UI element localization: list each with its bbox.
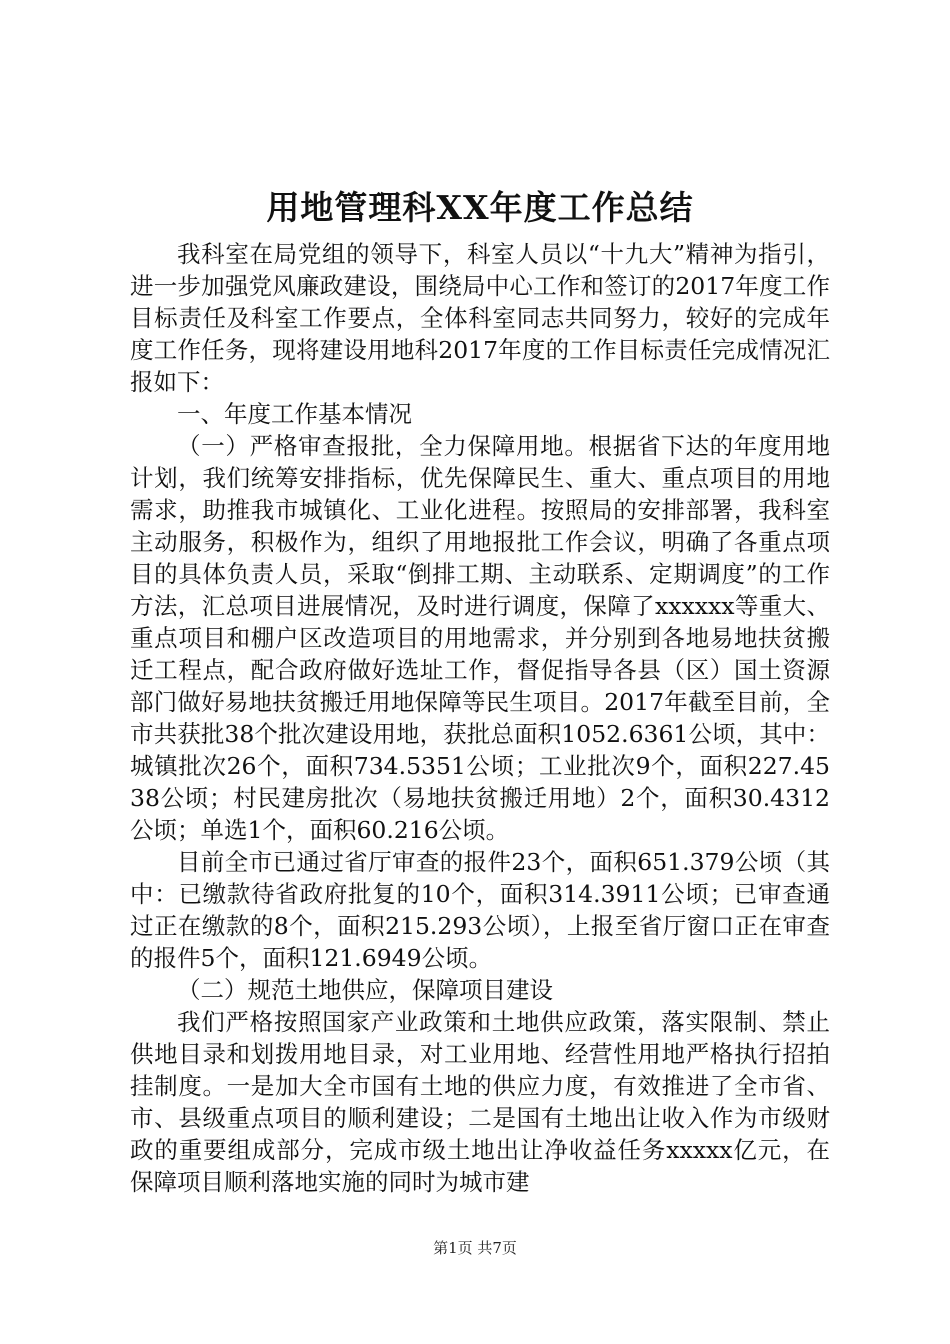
document-page bbox=[130, 180, 830, 1198]
document-title: 用地管理科XX年度工作总结 bbox=[266, 188, 694, 227]
intro-paragraph: 我科室在局党组的领导下，科室人员以“十九大”精神为指引，进一步加强党风廉政建设，围绕局中心工作和签订的2017年度工作目标责任及科室工作要点，全体科室同志共同努力，较好的完成年度工作任务，现将建设用地科2017年度的工作目标责任完成情况汇报如下： bbox=[130, 240, 830, 396]
subsection-1-paragraph-2: 目前全市已通过省厅审查的报件23个，面积651.379公顷（其中：已缴款待省政府批复的10个，面积314.3911公顷；已审查通过正在缴款的8个，面积215.293公顷），上报至省厅窗口正在审查的报件5个，面积121.6949公顷。 bbox=[130, 848, 830, 972]
subsection-2-paragraph: 我们严格按照国家产业政策和土地供应政策，落实限制、禁止供地目录和划拨用地目录，对工业用地、经营性用地严格执行招拍挂制度。一是加大全市国有土地的供应力度，有效推进了全市省、市、县级重点项目的顺利建设；二是国有土地出让收入作为市级财政的重要组成部分，完成市级土地出让净收益任务xxxxx亿元，在保障项目顺利落地实施的同时为城市建 bbox=[130, 1008, 830, 1196]
section-heading-1: 一、年度工作基本情况 bbox=[177, 400, 412, 428]
subsection-1-paragraph: （一）严格审查报批，全力保障用地。根据省下达的年度用地计划，我们统筹安排指标，优先保障民生、重大、重点项目的用地需求，助推我市城镇化、工业化进程。按照局的安排部署，我科室主动服务，积极作为，组织了用地报批工作会议，明确了各重点项目的具体负责人员，采取“倒排工期、主动联系、定期调度”的工作方法，汇总项目进展情况，及时进行调度，保障了xxxxxx等重大、重点项目和棚户区改造项目的用地需求，并分别到各地易地扶贫搬迁工程点，配合政府做好选址工作，督促指导各县（区）国土资源部门做好易地扶贫搬迁用地保障等民生项目。2017年截至目前，全市共获批38个批次建设用地，获批总面积1052.6361公顷，其中：城镇批次26个，面积734.5351公顷；工业批次9个，面积227.4538公顷；村民建房批次（易地扶贫搬迁用地）2个，面积30.4312公顷；单选1个，面积60.216公顷。 bbox=[130, 432, 830, 844]
page-footer: 第1页 共7页 bbox=[433, 1239, 517, 1257]
subsection-heading-2: （二）规范土地供应，保障项目建设 bbox=[177, 976, 553, 1004]
